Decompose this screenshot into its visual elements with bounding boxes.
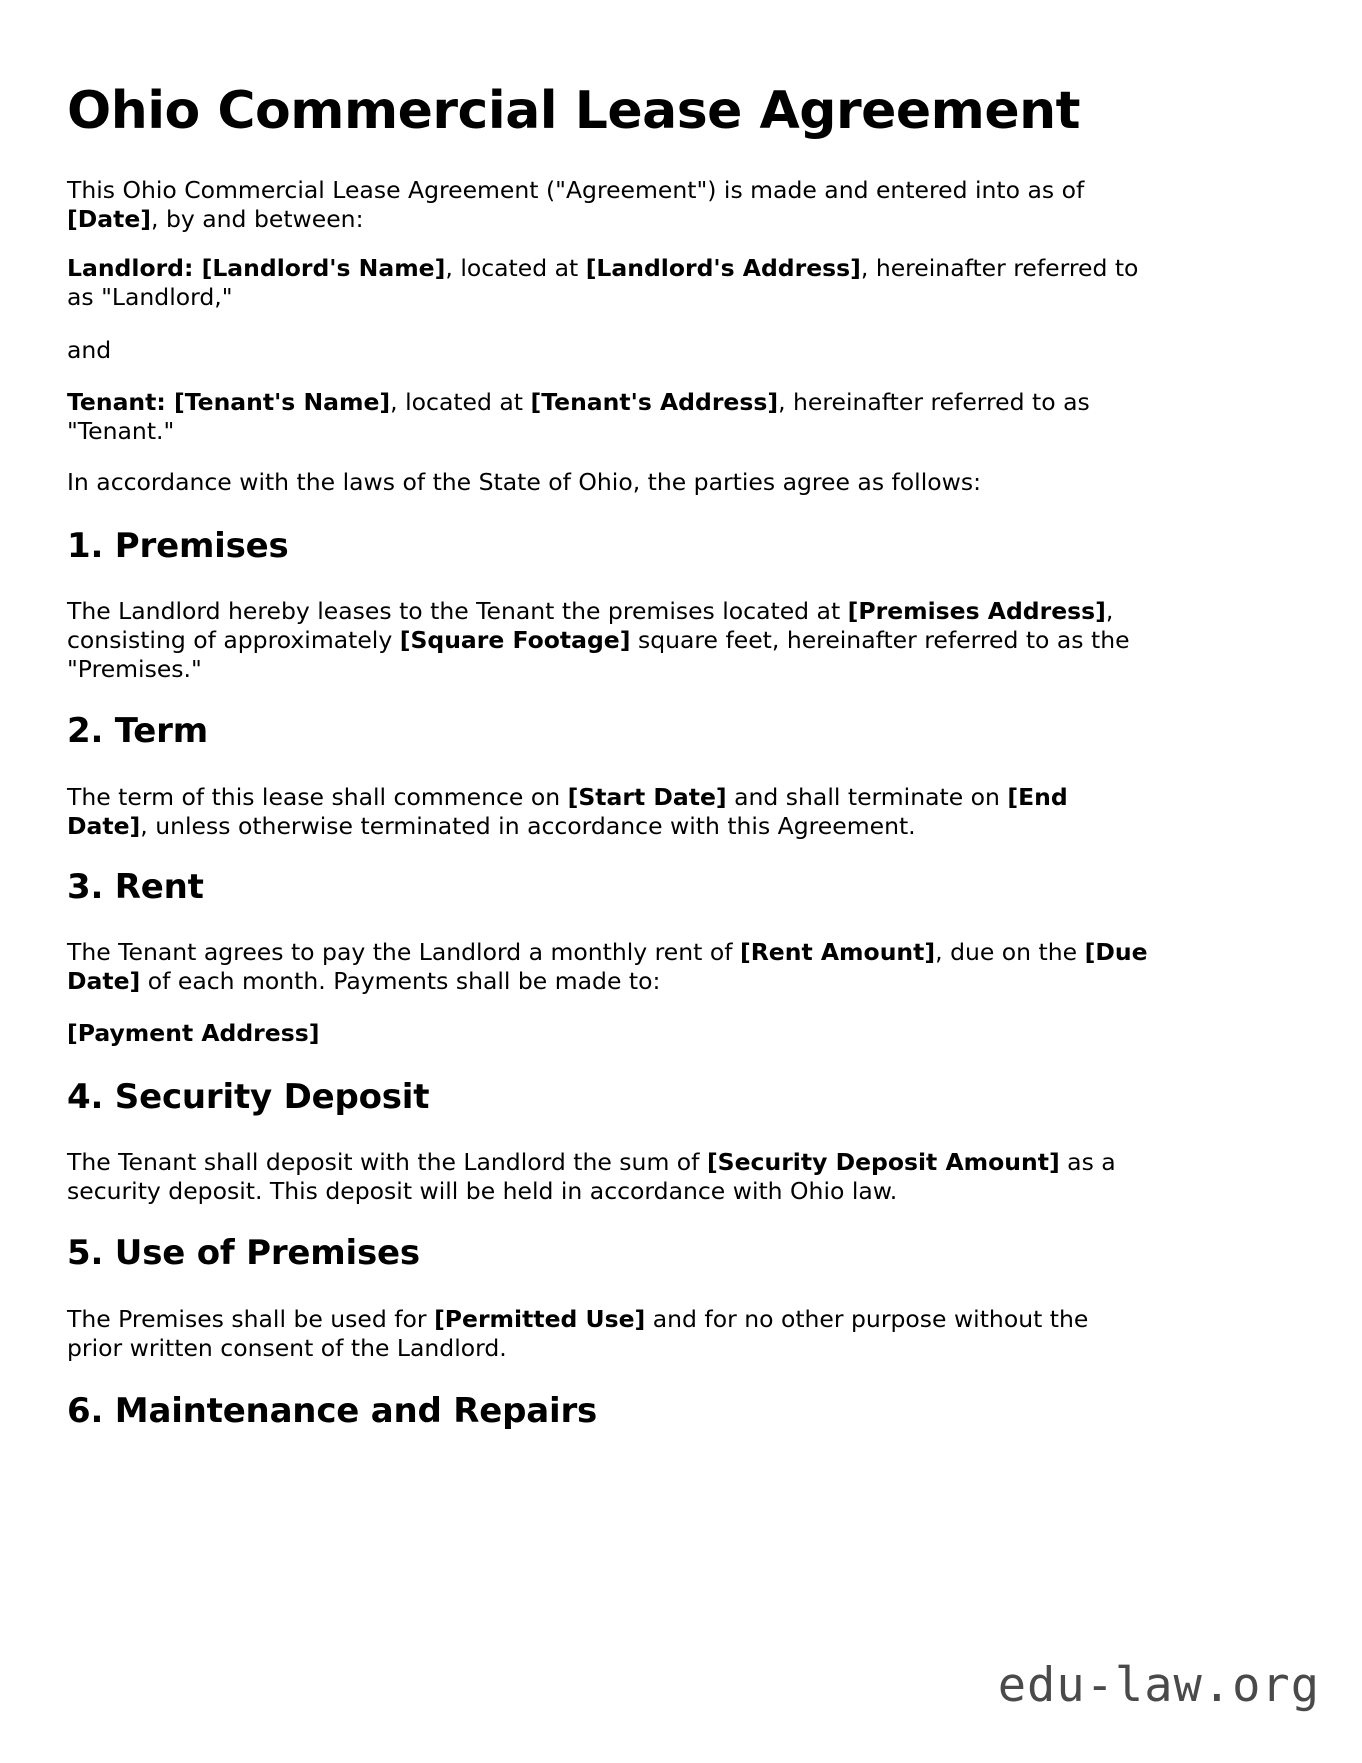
tenant-text-b: , located at bbox=[390, 388, 531, 416]
accordance-paragraph: In accordance with the laws of the State of Ohio, the parties agree as follows: bbox=[67, 468, 981, 496]
placeholder-start-date: [Start Date] bbox=[567, 783, 727, 811]
landlord-name-label: Landlord: [Landlord's Name] bbox=[67, 254, 446, 282]
section-heading-rent: 3. Rent bbox=[67, 867, 204, 907]
placeholder-due-date: [Due Date] bbox=[67, 938, 1148, 996]
intro-paragraph bbox=[67, 176, 1149, 234]
rent-text-c: , due on the bbox=[935, 938, 1085, 966]
section-heading-security-deposit: 4. Security Deposit bbox=[67, 1077, 430, 1117]
use-text-c: and for no other purpose without the prior written consent of the Landlord. bbox=[67, 1305, 1089, 1363]
landlord-text-d: , hereinafter referred to as "Landlord," bbox=[67, 254, 1139, 312]
intro-text-a: This Ohio Commercial Lease Agreement ("Agreement") is made and entered into as of bbox=[67, 176, 1085, 204]
term-text-c: and shall terminate on bbox=[726, 783, 1008, 811]
premises-text-c: , consisting of approximately bbox=[67, 597, 1114, 655]
landlord-paragraph bbox=[67, 254, 1149, 312]
security-text-a: The Tenant shall deposit with the Landlord the sum of bbox=[67, 1148, 707, 1176]
section-body-term bbox=[67, 783, 1149, 841]
section-body-premises bbox=[67, 597, 1149, 684]
placeholder-payment-address: [Payment Address] bbox=[67, 1019, 320, 1047]
tenant-paragraph bbox=[67, 388, 1149, 446]
page-title: Ohio Commercial Lease Agreement bbox=[67, 81, 1080, 141]
and-conjunction: and bbox=[67, 336, 112, 364]
term-text-e: , unless otherwise terminated in accordance with this Agreement. bbox=[140, 812, 916, 841]
security-text-c: as a security deposit. This deposit will be held in accordance with Ohio law. bbox=[67, 1148, 1116, 1206]
section-heading-maintenance-and-repairs: 6. Maintenance and Repairs bbox=[67, 1391, 598, 1431]
placeholder-security-deposit-amount: [Security Deposit Amount] bbox=[706, 1148, 1060, 1176]
placeholder-premises-address: [Premises Address] bbox=[847, 597, 1106, 625]
rent-text-a: The Tenant agrees to pay the Landlord a monthly rent of bbox=[67, 938, 740, 966]
section-body-use-of-premises bbox=[67, 1305, 1149, 1363]
placeholder-date: [Date] bbox=[67, 205, 152, 234]
section-heading-premises: 1. Premises bbox=[67, 526, 289, 566]
placeholder-landlord-address: [Landlord's Address] bbox=[585, 254, 861, 282]
use-text-a: The Premises shall be used for bbox=[67, 1305, 435, 1333]
section-heading-use-of-premises: 5. Use of Premises bbox=[67, 1233, 420, 1273]
site-watermark: edu-law.org bbox=[997, 1658, 1320, 1713]
placeholder-rent-amount: [Rent Amount] bbox=[739, 938, 936, 966]
section-body-rent bbox=[67, 938, 1149, 996]
placeholder-square-footage: [Square Footage] bbox=[399, 626, 631, 655]
section-body-security-deposit bbox=[67, 1148, 1149, 1206]
intro-text-c: , by and between: bbox=[151, 205, 364, 234]
placeholder-end-date: [End Date] bbox=[67, 783, 1068, 841]
tenant-text-d: , hereinafter referred to as "Tenant." bbox=[67, 388, 1090, 446]
tenant-name-label: Tenant: [Tenant's Name] bbox=[67, 388, 391, 416]
placeholder-tenant-address: [Tenant's Address] bbox=[530, 388, 779, 416]
premises-text-a: The Landlord hereby leases to the Tenant the premises located at bbox=[67, 597, 848, 625]
premises-text-e: square feet, hereinafter referred to as the "Premises." bbox=[67, 626, 1130, 684]
placeholder-permitted-use: [Permitted Use] bbox=[434, 1305, 646, 1333]
term-text-a: The term of this lease shall commence on bbox=[67, 783, 568, 811]
section-heading-term: 2. Term bbox=[67, 711, 208, 751]
landlord-text-b: , located at bbox=[445, 254, 586, 282]
rent-text-e: of each month. Payments shall be made to: bbox=[140, 967, 661, 996]
